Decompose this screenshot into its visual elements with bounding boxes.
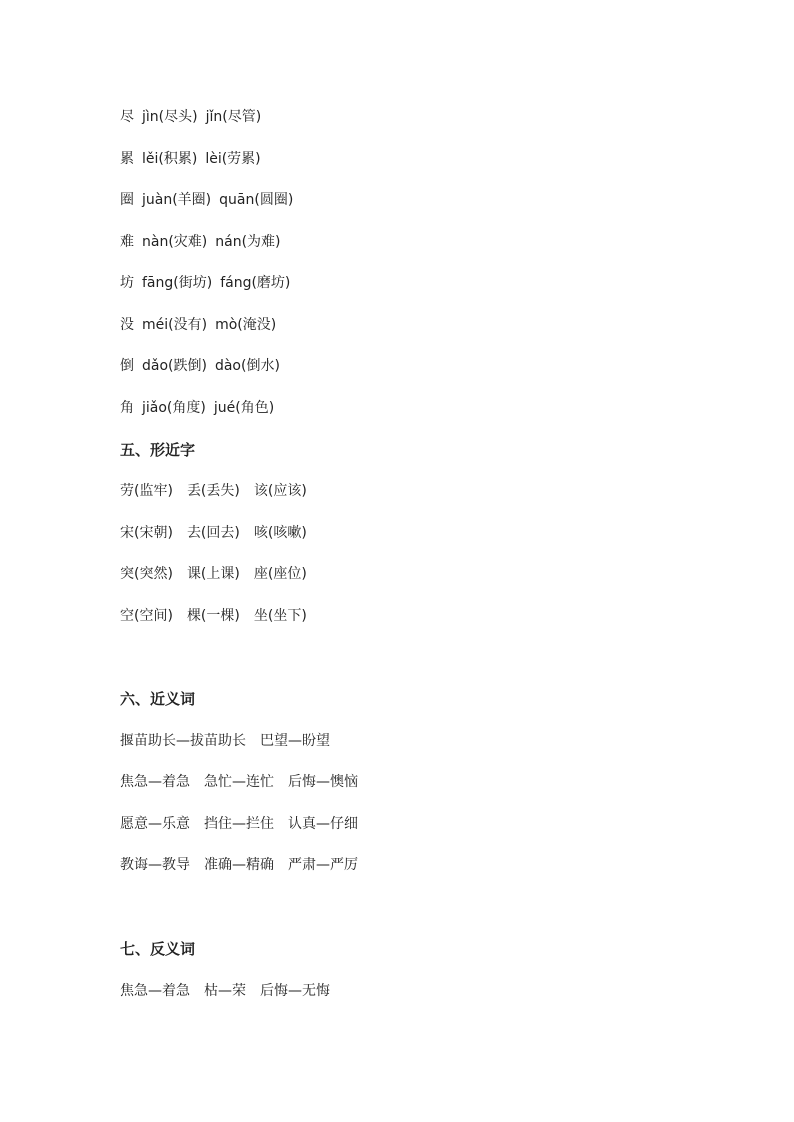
synonym-pair: 挡住—拦住: [204, 816, 274, 832]
polyphone-reading: jué(角色): [213, 400, 275, 416]
polyphone-char: 累: [120, 151, 134, 167]
polyphone-row: [120, 189, 293, 211]
synonym-pair: 愿意—乐意: [120, 816, 190, 832]
polyphone-char: 圈: [120, 192, 134, 208]
similar-char-item: 该(应该): [253, 483, 307, 499]
antonym-pair: 焦急—着急: [120, 983, 190, 999]
polyphone-row: [120, 272, 290, 294]
similar-char-item: 突(突然): [120, 566, 173, 582]
polyphone-reading: fāng(街坊): [142, 275, 213, 291]
antonym-pair: 后悔—无悔: [260, 983, 330, 999]
polyphone-reading: mò(淹没): [215, 317, 277, 333]
polyphone-reading: dào(倒水): [214, 358, 280, 374]
polyphone-row: [120, 397, 274, 419]
synonym-pair: 准确—精确: [204, 857, 274, 873]
section-heading-similar-chars: 五、形近字: [120, 441, 196, 459]
polyphone-char: 尽: [120, 109, 134, 125]
polyphone-reading: jiǎo(角度): [142, 400, 206, 416]
synonyms-row: [120, 730, 330, 752]
synonyms-row: [120, 771, 358, 793]
synonym-pair: 焦急—着急: [120, 774, 190, 790]
similar-char-item: 座(座位): [253, 566, 307, 582]
polyphone-char: 角: [120, 400, 134, 416]
synonym-pair: 教诲—教导: [120, 857, 190, 873]
similar-char-item: 坐(坐下): [253, 608, 307, 624]
synonym-pair: 后悔—懊恼: [288, 774, 358, 790]
polyphone-reading: juàn(羊圈): [142, 192, 212, 208]
similar-char-item: 去(回去): [186, 525, 240, 541]
similar-char-item: 丢(丢失): [186, 483, 240, 499]
section-heading-synonyms: 六、近义词: [120, 690, 196, 708]
synonyms-row: [120, 813, 358, 835]
similar-char-item: 劳(监牢): [120, 483, 173, 499]
polyphone-reading: dǎo(跌倒): [142, 358, 207, 374]
polyphone-reading: quān(圆圈): [219, 192, 294, 208]
synonym-pair: 巴望—盼望: [260, 733, 330, 749]
antonym-pair: 枯—荣: [204, 983, 246, 999]
synonym-pair: 揠苗助长—拔苗助长: [120, 733, 246, 749]
antonyms-row: [120, 980, 330, 1002]
polyphone-reading: fáng(磨坊): [220, 275, 291, 291]
similar-chars-row: [120, 522, 307, 544]
synonym-pair: 急忙—连忙: [204, 774, 274, 790]
similar-char-item: 宋(宋朝): [120, 525, 173, 541]
similar-chars-row: [120, 480, 307, 502]
polyphone-reading: nán(为难): [215, 234, 281, 250]
polyphone-char: 难: [120, 234, 134, 250]
polyphone-row: [120, 314, 276, 336]
polyphone-reading: jìn(尽头): [142, 109, 198, 125]
polyphone-row: [120, 231, 281, 253]
polyphone-char: 倒: [120, 358, 134, 374]
similar-char-item: 咳(咳嗽): [253, 525, 307, 541]
polyphone-reading: lèi(劳累): [205, 151, 261, 167]
polyphone-reading: lěi(积累): [142, 151, 198, 167]
similar-char-item: 空(空间): [120, 608, 173, 624]
polyphone-char: 没: [120, 317, 134, 333]
polyphone-reading: jǐn(尽管): [205, 109, 262, 125]
polyphone-row: [120, 148, 261, 170]
synonym-pair: 严肃—严厉: [288, 857, 358, 873]
polyphone-row: [120, 355, 280, 377]
similar-chars-row: [120, 563, 307, 585]
section-heading-antonyms: 七、反义词: [120, 940, 196, 958]
polyphone-reading: nàn(灾难): [142, 234, 208, 250]
similar-chars-row: [120, 605, 307, 627]
similar-char-item: 棵(一棵): [186, 608, 240, 624]
synonym-pair: 认真—仔细: [288, 816, 358, 832]
similar-char-item: 课(上课): [186, 566, 240, 582]
polyphone-reading: méi(没有): [142, 317, 208, 333]
polyphone-row: [120, 106, 261, 128]
polyphone-char: 坊: [120, 275, 134, 291]
synonyms-row: [120, 854, 358, 876]
